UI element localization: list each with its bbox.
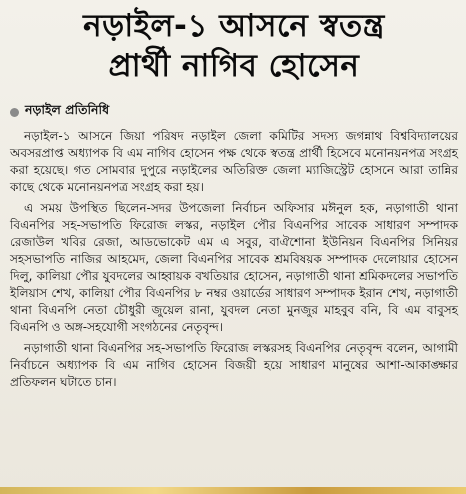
- paragraph-2: এ সময় উপস্থিত ছিলেন-সদর উপজেলা নির্বাচন অফিসার মঈনুল হক, নড়াগাতী থানা বিএনপির সহ-সভাপতি ফিরোজ লস্কর, নড়াইল পৌর বিএনপির সাবেক সাধারণ সম্পাদক রেজাউল খবির রেজা, আডভোকেট এম এ সবুর, বাঐশোনা ইউনিয়ন বিএনপির সিনিয়র সহসভাপতি নাজির আহমেদ, জেলা বিএনপির সাবেক শ্রমবিষয়ক সম্পাদক দেলোয়ার হোসেন দিলু, কালিয়া পৌর যুবদলের আহ্বায়ক বখতিয়ার হোসেন, নড়াগাতী থানা শ্রমিকদলের সভাপতি ইলিয়াস শেখ, কালিয়া পৌর বিএনপির ৮ নম্বর ওয়ার্ডের সাধারণ সম্পাদক ইরান শেখ, নড়াগাতী থানা বিএনপি নেতা চৌধুরী জুয়েল রানা, যুবদল নেতা মুনজুর মাহবুব বনি, বি এম বাবুসহ বিএনপি ও অঙ্গ-সহযোগী সংগঠনের নেতৃবৃন্দ।: [10, 201, 458, 334]
- headline-line-1: নড়াইল-১ আসনে স্বতন্ত্র: [83, 8, 385, 44]
- decorative-bottom-strip: [0, 487, 466, 494]
- paragraph-1: নড়াইল-১ আসনে জিয়া পরিষদ নড়াইল জেলা কমিটির সদস্য জগন্নাথ বিশ্ববিদ্যালয়ের অবসরপ্রাপ্ত অধ্যাপক বি এম নাগিব হোসেন পক্ষ থেকে স্বতন্ত্র প্রার্থী হিসেবে মনোনয়নপত্র সংগ্রহ করা হয়েছে। গত সোমবার দুপুরে নড়াইলের অতিরিক্ত জেলা ম্যাজিস্ট্রেট হোসনে আরা তান্নির কাছে থেকে মনোনয়নপত্র সংগ্রহ করা হয়।: [10, 129, 458, 194]
- article-body: [10, 128, 458, 391]
- headline-line-2: প্রার্থী নাগিব হোসেন: [108, 48, 360, 84]
- byline: নড়াইল প্রতিনিধি: [25, 102, 110, 117]
- paragraph-3: নড়াগাতী থানা বিএনপির সহ-সভাপতি ফিরোজ লস্করসহ বিএনপির নেতৃবৃন্দ বলেন, আগামী নির্বাচনে অধ্যাপক বি এম নাগিব হোসেন বিজয়ী হয়ে সাধারণ মানুষের আশা-আকাঙ্ক্ষার প্রতিফলন ঘটাতে চান।: [10, 341, 458, 389]
- bullet-icon: [10, 108, 19, 117]
- headline: [10, 6, 458, 86]
- byline-row: [10, 102, 458, 122]
